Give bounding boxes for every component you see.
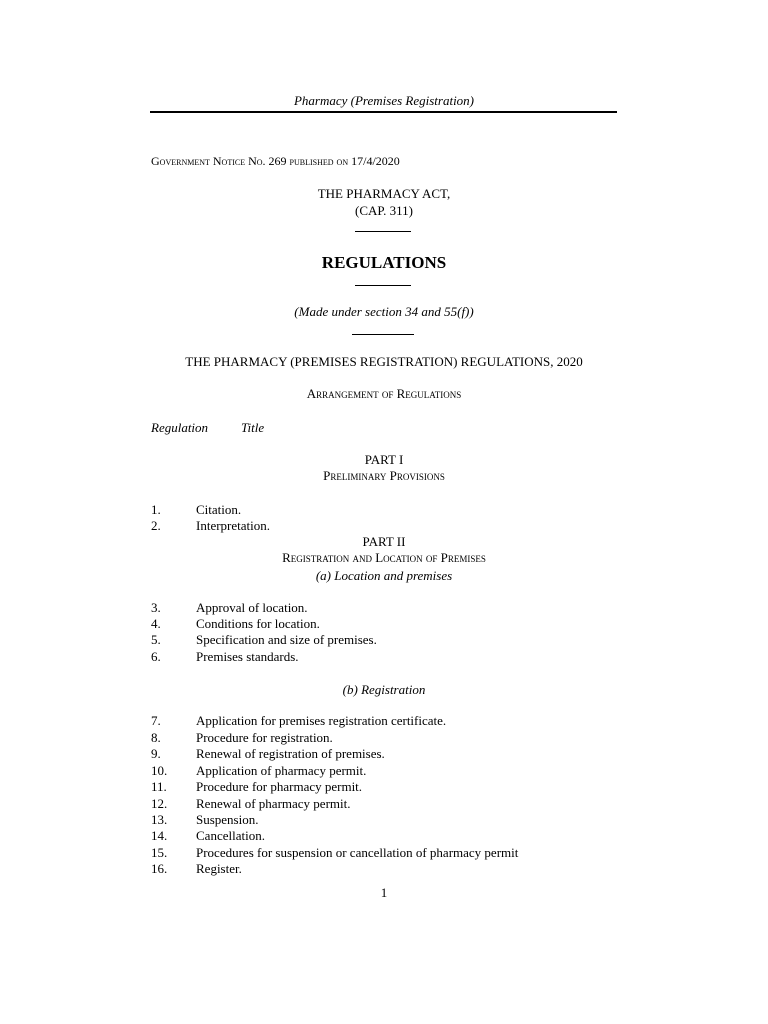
- part-2-label: PART II: [362, 534, 406, 549]
- list-item-number: 12.: [151, 796, 168, 811]
- list-item-number: 10.: [151, 763, 168, 778]
- list-item: Application for premises registration certificate.: [196, 713, 447, 728]
- list-item: Application of pharmacy permit.: [196, 763, 367, 778]
- list-item-number: 7.: [151, 713, 161, 728]
- part-1-title: Preliminary Provisions: [323, 468, 445, 483]
- list-item: Renewal of pharmacy permit.: [196, 796, 351, 811]
- column-title: Title: [241, 420, 265, 435]
- list-item: Premises standards.: [196, 649, 299, 664]
- list-item-number: 3.: [151, 600, 161, 615]
- part-2-title: Registration and Location of Premises: [282, 550, 486, 565]
- list-item-number: 4.: [151, 616, 161, 631]
- list-item: Renewal of registration of premises.: [196, 746, 385, 761]
- list-item-number: 2.: [151, 518, 161, 533]
- list-item: Procedure for pharmacy permit.: [196, 779, 363, 794]
- list-item: Conditions for location.: [196, 616, 320, 631]
- list-item: Register.: [196, 861, 242, 876]
- list-item: Citation.: [196, 502, 242, 517]
- made-under: (Made under section 34 and 55(f)): [294, 304, 474, 319]
- list-item: Suspension.: [196, 812, 259, 827]
- act-title: THE PHARMACY ACT,: [317, 186, 451, 201]
- regulations-title: THE PHARMACY (PREMISES REGISTRATION) REGULATIONS, 2020: [185, 354, 583, 369]
- list-item-number: 6.: [151, 649, 161, 664]
- list-item-number: 13.: [151, 812, 168, 827]
- list-item-number: 5.: [151, 632, 161, 647]
- running-header: Pharmacy (Premises Registration): [293, 93, 475, 108]
- list-item-number: 16.: [151, 861, 168, 876]
- divider-3: [352, 334, 414, 335]
- list-item: Interpretation.: [196, 518, 270, 533]
- part-1-label: PART I: [364, 452, 404, 467]
- divider-2: [355, 285, 411, 286]
- list-item-number: 9.: [151, 746, 161, 761]
- divider-1: [355, 231, 411, 232]
- list-item: Cancellation.: [196, 828, 265, 843]
- part-2-subheading-a: (a) Location and premises: [315, 568, 453, 583]
- government-notice: Government Notice No. 269 published on 17/4/2020: [151, 154, 400, 168]
- act-cap: (CAP. 311): [354, 203, 414, 218]
- list-item-number: 11.: [151, 779, 167, 794]
- arrangement-heading: Arrangement of Regulations: [306, 386, 462, 401]
- list-item: Approval of location.: [196, 600, 308, 615]
- list-item-number: 15.: [151, 845, 168, 860]
- column-regulation: Regulation: [151, 420, 209, 435]
- list-item: Specification and size of premises.: [196, 632, 377, 647]
- list-item-number: 1.: [151, 502, 161, 517]
- header-rule: [150, 111, 617, 113]
- regulations-heading: REGULATIONS: [321, 253, 447, 272]
- page-number: 1: [380, 885, 388, 900]
- list-item-number: 8.: [151, 730, 161, 745]
- list-item: Procedure for registration.: [196, 730, 333, 745]
- part-2-subheading-b: (b) Registration: [342, 682, 426, 697]
- list-item: Procedures for suspension or cancellation of pharmacy permit: [196, 845, 519, 860]
- list-item-number: 14.: [151, 828, 168, 843]
